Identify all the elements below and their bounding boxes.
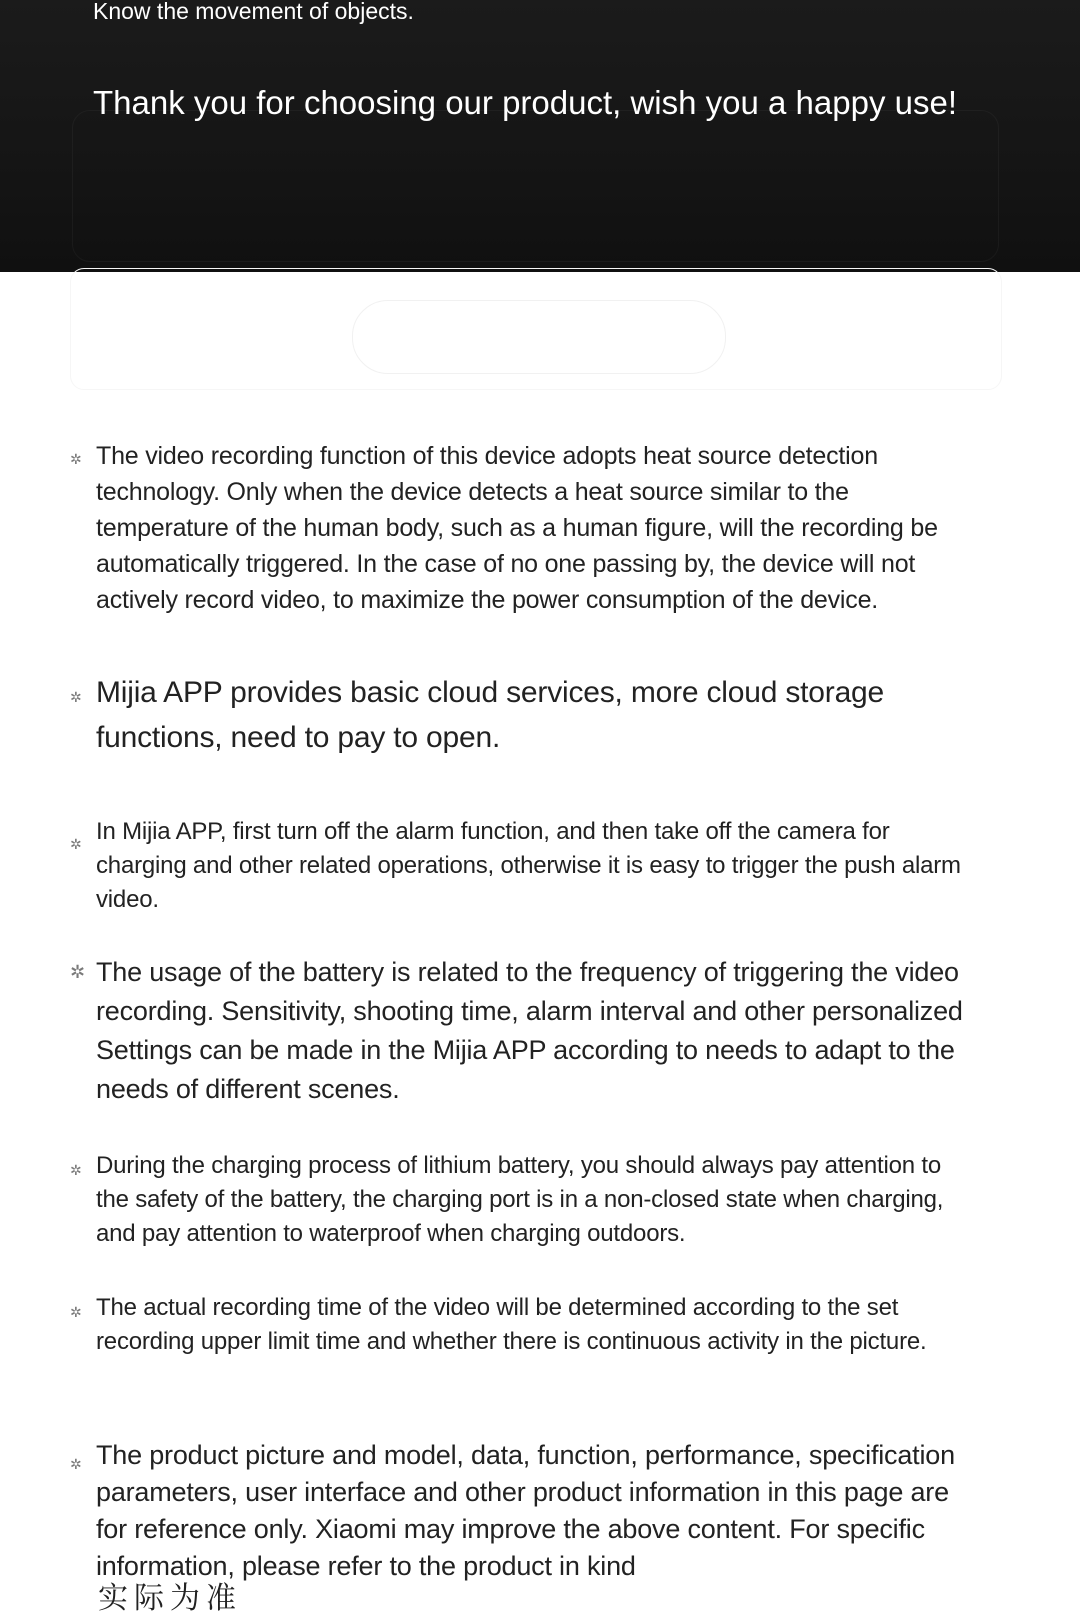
asterisk-icon: ✲: [70, 962, 86, 982]
hero-thank-you: Thank you for choosing our product, wish you a happy use!: [93, 84, 958, 121]
list-item: [70, 1437, 970, 1585]
list-item: [70, 670, 970, 760]
list-item: [70, 815, 970, 917]
hero-ghost-frame: [72, 110, 999, 262]
note-text: The usage of the battery is related to the frequency of triggering the video recording. Sensitivity, shooting time, alarm interval and other personalized Settings can be made in the Mijia APP according to needs to adapt to the needs of different scenes.: [96, 957, 963, 1104]
list-item: [70, 1291, 970, 1359]
asterisk-icon: ✲: [70, 689, 82, 705]
hero-banner: [0, 0, 1080, 272]
asterisk-icon: ✲: [70, 1162, 82, 1178]
list-item: [70, 953, 970, 1109]
note-text: Mijia APP provides basic cloud services, more cloud storage functions, need to pay to open.: [96, 676, 885, 754]
list-item: [70, 1149, 970, 1251]
note-text: The actual recording time of the video will be determined according to the set recording upper limit time and whether there is continuous activity in the picture.: [96, 1294, 927, 1355]
background-ghost-pill: [352, 300, 726, 374]
cut-off-heading: [98, 1581, 298, 1616]
asterisk-icon: ✲: [70, 836, 82, 852]
note-text: The video recording function of this device adopts heat source detection technology. Only when the device detects a heat source similar to the temperature of the human body, such as a human figure, will the recording be automatically triggered. In the case of no one passing by, the device will not actively record video, to maximize the power consumption of the device.: [96, 442, 938, 614]
note-text: During the charging process of lithium battery, you should always pay attention to the safety of the battery, the charging port is in a non-closed state when charging, and pay attention to waterproof when charging outdoors.: [96, 1152, 944, 1247]
note-text: The product picture and model, data, function, performance, specification parameters, user interface and other product information in this page are for reference only. Xiaomi may improve the above content. For specific information, please refer to the product in kind: [96, 1440, 955, 1581]
asterisk-icon: ✲: [70, 1456, 82, 1472]
cut-off-heading-text: 实际为准: [98, 1581, 242, 1616]
note-text: In Mijia APP, first turn off the alarm function, and then take off the camera for charging and other related operations, otherwise it is easy to trigger the push alarm video.: [96, 818, 961, 913]
hero-tagline: Know the movement of objects.: [93, 0, 414, 24]
asterisk-icon: ✲: [70, 1304, 82, 1320]
list-item: [70, 438, 970, 618]
asterisk-icon: ✲: [70, 451, 82, 467]
